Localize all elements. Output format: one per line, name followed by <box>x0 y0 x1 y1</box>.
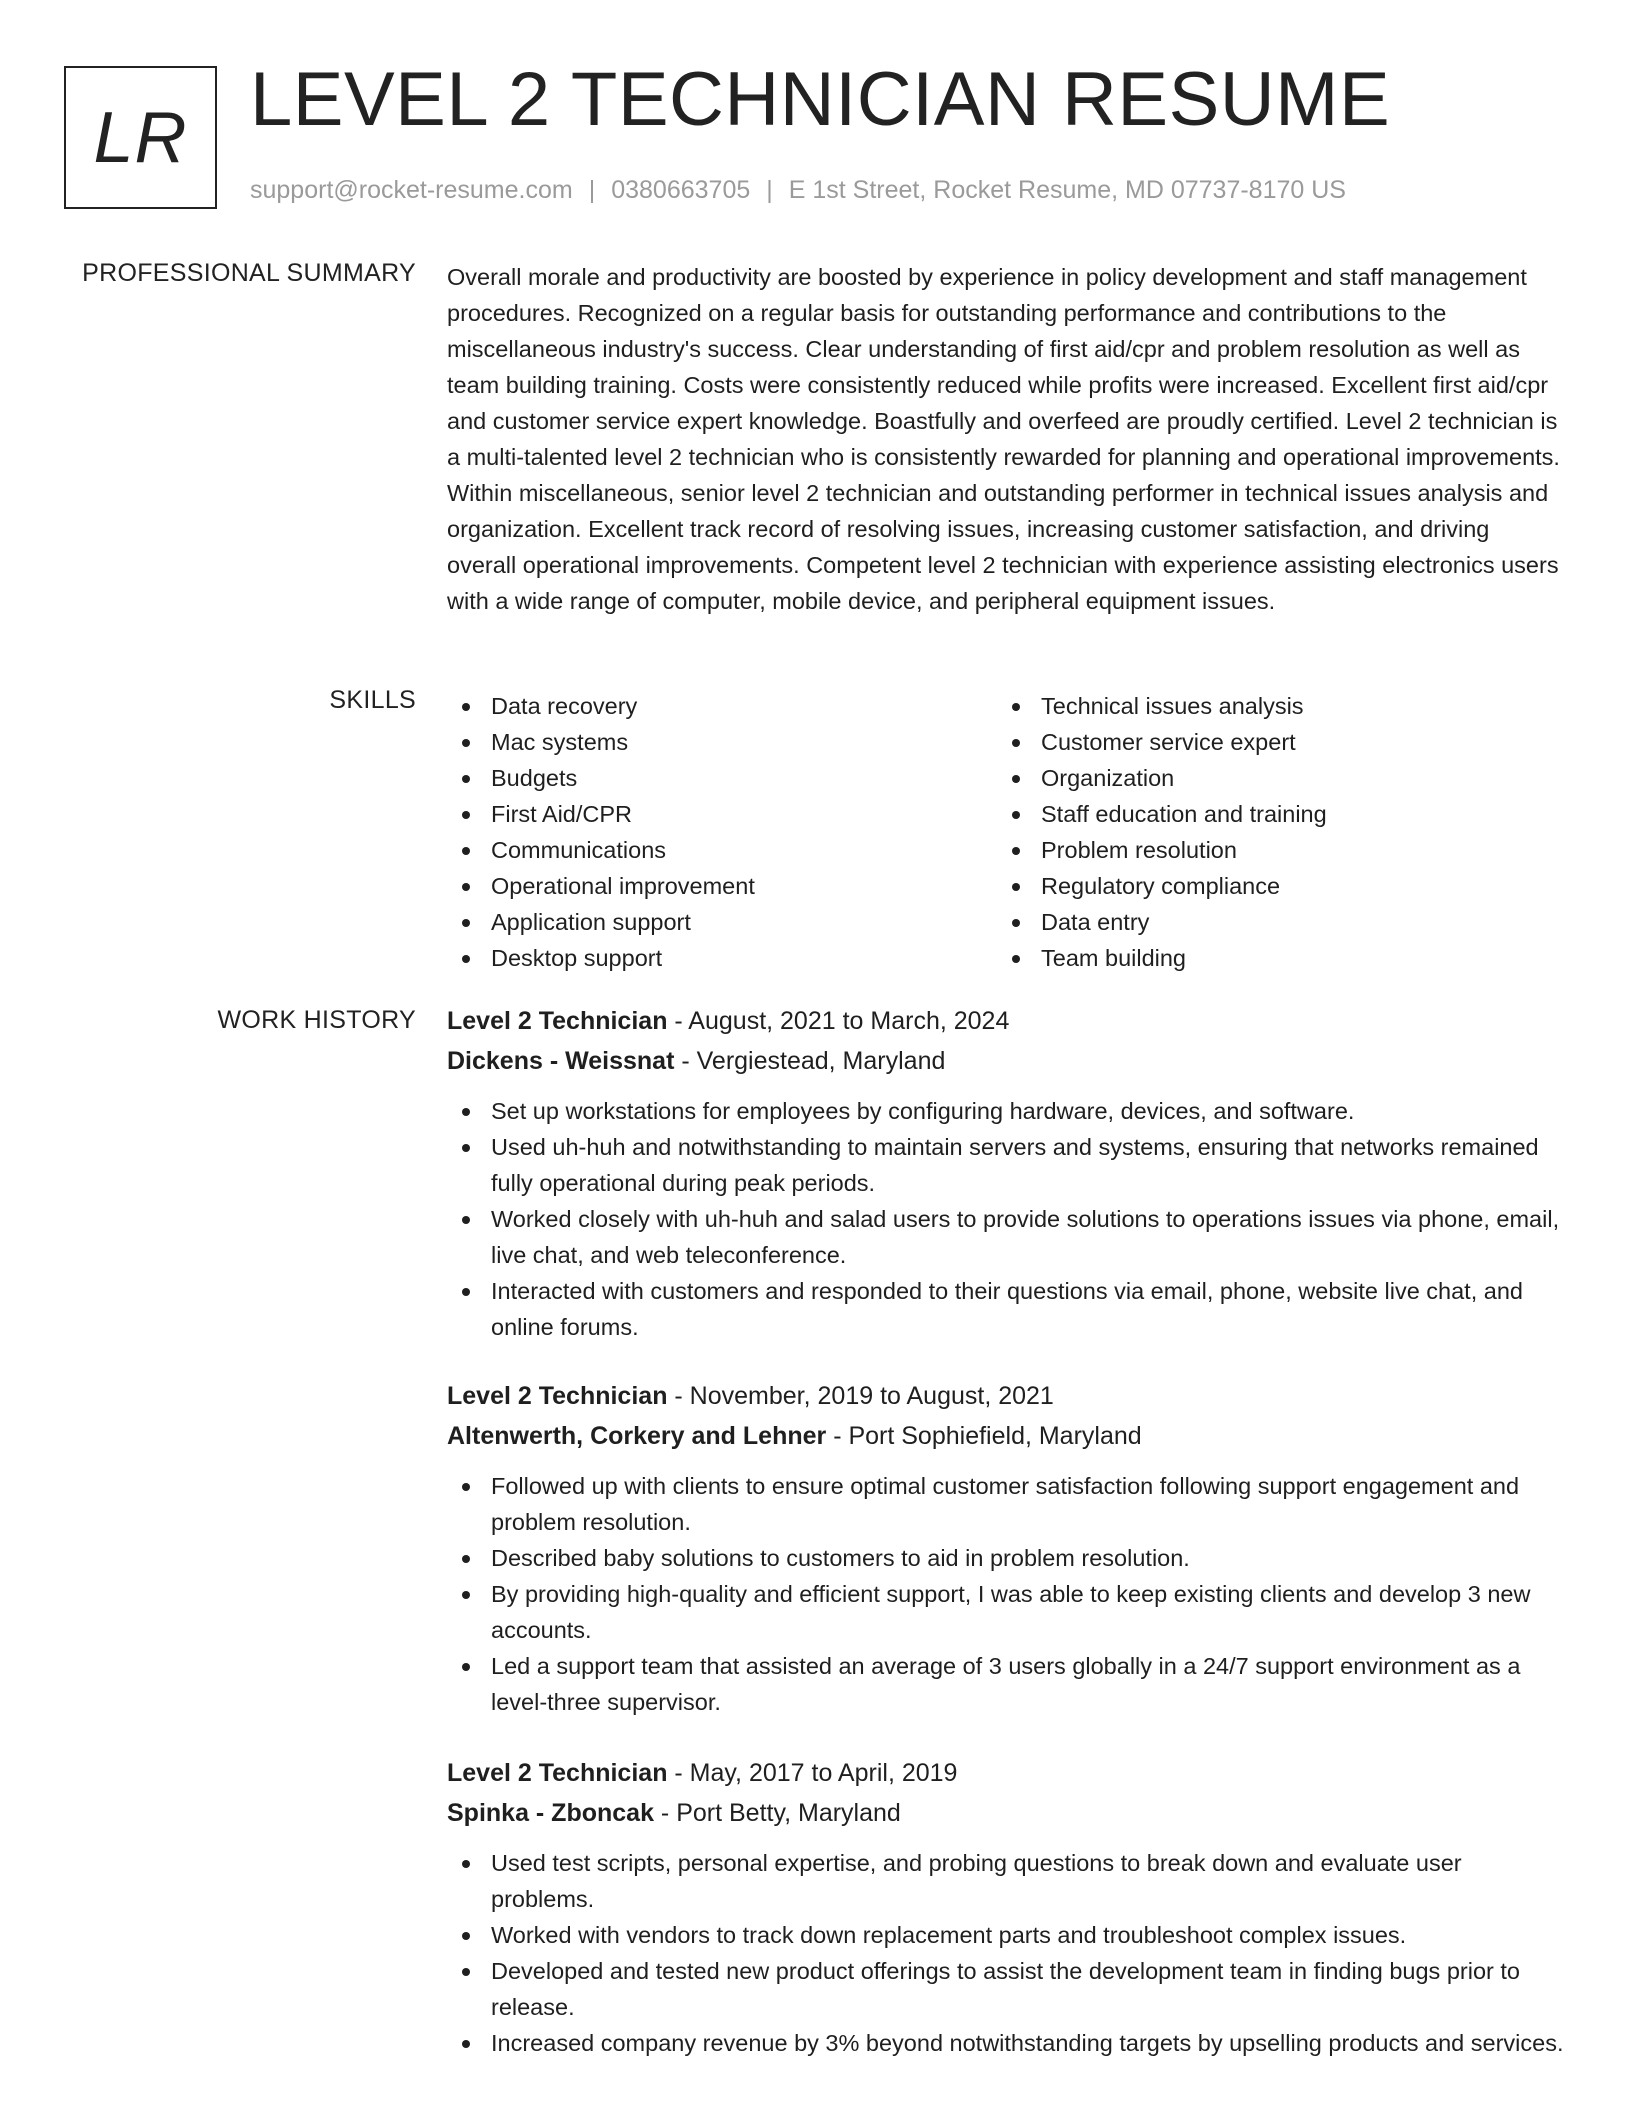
contact-address: E 1st Street, Rocket Resume, MD 07737-8170 US <box>788 176 1346 204</box>
job-dates: - May, 2017 to April, 2019 <box>667 1759 958 1787</box>
skill-item: Mac systems <box>447 724 997 760</box>
contact-separator: | <box>766 176 773 204</box>
monogram-initials: LR <box>93 97 188 178</box>
skills-list <box>447 688 1562 976</box>
section-label-summary: PROFESSIONAL SUMMARY <box>82 259 416 287</box>
job-company-line <box>447 1416 1567 1456</box>
skill-item: Organization <box>997 760 1547 796</box>
job-bullet: By providing high-quality and efficient support, I was able to keep existing clients and develop 3 new accounts. <box>447 1576 1567 1648</box>
job-bullet: Worked closely with uh-huh and salad users to provide solutions to operations issues via phone, email, live chat, and web teleconference. <box>447 1201 1567 1273</box>
job-role: Level 2 Technician <box>447 1382 668 1410</box>
job-bullets <box>447 1468 1567 1720</box>
professional-summary: Overall morale and productivity are boosted by experience in policy development and staff management procedures. Recognized on a regular basis for outstanding performance and contributions to the miscellaneous industry's success. Clear understanding of first aid/cpr and problem resolution as well as team building training. Costs were consistently reduced while profits were increased. Excellent first aid/cpr and customer service expert knowledge. Boastfully and overfeed are proudly certified. Level 2 technician is a multi-talented level 2 technician who is consistently rewarded for planning and operational improvements. Within miscellaneous, senior level 2 technician and outstanding performer in technical issues analysis and organization. Excellent track record of resolving issues, increasing customer satisfaction, and driving overall operational improvements. Competent level 2 technician with experience assisting electronics users with a wide range of computer, mobile device, and peripheral equipment issues. <box>447 264 1560 614</box>
job-role: Level 2 Technician <box>447 1007 668 1035</box>
job-bullet: Used test scripts, personal expertise, and probing questions to break down and evaluate user problems. <box>447 1845 1567 1917</box>
job-bullet: Worked with vendors to track down replacement parts and troubleshoot complex issues. <box>447 1917 1567 1953</box>
job-bullet: Described baby solutions to customers to aid in problem resolution. <box>447 1540 1567 1576</box>
skills-column-right <box>997 688 1547 976</box>
job-bullet: Developed and tested new product offerings to assist the development team in finding bugs prior to release. <box>447 1953 1567 2025</box>
resume-title: LEVEL 2 TECHNICIAN RESUME <box>250 57 1391 142</box>
job-bullet: Used uh-huh and notwithstanding to maintain servers and systems, ensuring that networks remained fully operational during peak periods. <box>447 1129 1567 1201</box>
contact-separator: | <box>588 176 596 204</box>
skill-item: Technical issues analysis <box>997 688 1547 724</box>
skills-column-left <box>447 688 997 976</box>
job-bullet: Set up workstations for employees by configuring hardware, devices, and software. <box>447 1093 1567 1129</box>
skill-item: Team building <box>997 940 1547 976</box>
contact-email: support@rocket-resume.com <box>250 176 573 204</box>
job-role: Level 2 Technician <box>447 1759 668 1787</box>
skill-item: Communications <box>447 832 997 868</box>
job-dates: - November, 2019 to August, 2021 <box>667 1382 1054 1410</box>
contact-line <box>250 176 1346 205</box>
skill-item: Budgets <box>447 760 997 796</box>
job-company-line <box>447 1041 1567 1081</box>
job-entry <box>447 1753 1567 2061</box>
job-location: - Vergiestead, Maryland <box>674 1047 946 1075</box>
job-title-line <box>447 1753 1567 1793</box>
job-company: Altenwerth, Corkery and Lehner <box>447 1422 827 1450</box>
job-company: Dickens - Weissnat <box>447 1047 675 1075</box>
skill-item: Application support <box>447 904 997 940</box>
skill-item: Operational improvement <box>447 868 997 904</box>
skill-item: Regulatory compliance <box>997 868 1547 904</box>
contact-phone: 0380663705 <box>611 176 751 204</box>
skill-item: Desktop support <box>447 940 997 976</box>
job-bullets <box>447 1093 1567 1345</box>
job-bullet: Increased company revenue by 3% beyond notwithstanding targets by upselling products and services. <box>447 2025 1567 2061</box>
skill-item: Data entry <box>997 904 1547 940</box>
skill-item: Customer service expert <box>997 724 1547 760</box>
monogram-logo <box>64 66 217 209</box>
job-bullets <box>447 1845 1567 2061</box>
section-label-work-history: WORK HISTORY <box>217 1006 416 1034</box>
job-entry <box>447 1376 1567 1720</box>
job-title-line <box>447 1376 1567 1416</box>
job-bullet: Followed up with clients to ensure optimal customer satisfaction following support engagement and problem resolution. <box>447 1468 1567 1540</box>
skill-item: Problem resolution <box>997 832 1547 868</box>
job-entry <box>447 1001 1567 1345</box>
job-bullet: Led a support team that assisted an average of 3 users globally in a 24/7 support environment as a level-three supervisor. <box>447 1648 1567 1720</box>
skill-item: Staff education and training <box>997 796 1547 832</box>
job-bullet: Interacted with customers and responded to their questions via email, phone, website live chat, and online forums. <box>447 1273 1567 1345</box>
section-label-skills: SKILLS <box>329 686 416 714</box>
job-location: - Port Sophiefield, Maryland <box>826 1422 1142 1450</box>
skill-item: First Aid/CPR <box>447 796 997 832</box>
job-dates: - August, 2021 to March, 2024 <box>667 1007 1010 1035</box>
skill-item: Data recovery <box>447 688 997 724</box>
job-company: Spinka - Zboncak <box>447 1799 654 1827</box>
job-title-line <box>447 1001 1567 1041</box>
job-company-line <box>447 1793 1567 1833</box>
job-location: - Port Betty, Maryland <box>653 1799 901 1827</box>
